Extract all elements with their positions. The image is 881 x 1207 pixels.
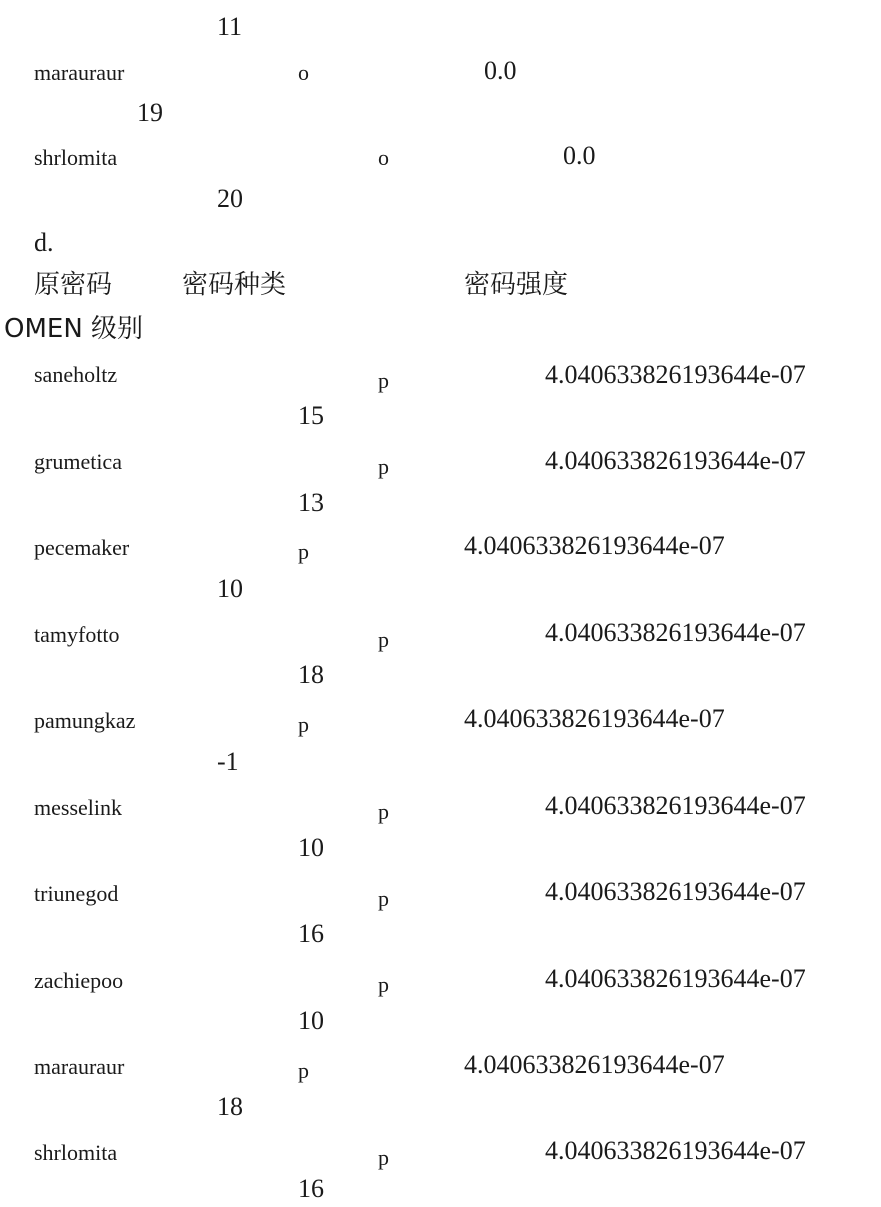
table-cell-password: pecemaker	[34, 535, 130, 560]
table-cell-level: 11	[217, 12, 243, 41]
table-cell-strength: 4.040633826193644e-07	[464, 531, 725, 560]
table-cell-level: -1	[217, 747, 239, 776]
table-cell-password: shrlomita	[34, 1140, 118, 1165]
table-cell-password: zachiepoo	[34, 968, 124, 993]
table-cell-strength: 4.040633826193644e-07	[464, 704, 725, 733]
table-cell-password: messelink	[34, 795, 122, 820]
table-cell-type: p	[378, 368, 389, 393]
table-cell-type: p	[298, 712, 309, 737]
table-cell-level: 20	[217, 184, 243, 213]
table-cell-password: marauraur	[34, 1054, 125, 1079]
table-cell-level: 19	[137, 98, 163, 127]
table-cell-strength: 4.040633826193644e-07	[545, 791, 806, 820]
table-cell-type: p	[378, 799, 389, 824]
table-cell-level: 10	[217, 574, 243, 603]
table-cell-password: tamyfotto	[34, 622, 120, 647]
table-cell-level: 16	[298, 1174, 324, 1203]
table-cell-strength: 4.040633826193644e-07	[545, 964, 806, 993]
header-strength: 密码强度	[464, 270, 569, 300]
table-cell-strength: 4.040633826193644e-07	[545, 1136, 806, 1165]
table-cell-strength: 4.040633826193644e-07	[464, 1050, 725, 1079]
table-cell-level: 16	[298, 919, 324, 948]
table-cell-level: 15	[298, 401, 324, 430]
table-cell-strength: 4.040633826193644e-07	[545, 877, 806, 906]
table-cell-level: 10	[298, 1006, 324, 1035]
table-cell-type: p	[378, 886, 389, 911]
header-level: OMEN 级别	[4, 314, 144, 344]
table-cell-type: p	[298, 539, 309, 564]
header-type: 密码种类	[182, 270, 287, 300]
table-cell-password: grumetica	[34, 449, 122, 474]
table-cell-password: marauraur	[34, 60, 125, 85]
table-cell-password: saneholtz	[34, 362, 118, 387]
table-cell-strength: 4.040633826193644e-07	[545, 446, 806, 475]
table-cell-level: 10	[298, 833, 324, 862]
table-cell-type: p	[298, 1058, 309, 1083]
table-cell-password: pamungkaz	[34, 708, 136, 733]
table-cell-type: p	[378, 454, 389, 479]
table-cell-strength: 0.0	[563, 141, 596, 170]
table-cell-type: p	[378, 1145, 389, 1170]
header-password: 原密码	[34, 270, 113, 300]
section-label: d.	[34, 228, 54, 257]
table-cell-password: triunegod	[34, 881, 119, 906]
table-cell-type: o	[298, 60, 309, 85]
table-cell-type: o	[378, 145, 389, 170]
table-cell-type: p	[378, 972, 389, 997]
table-cell-level: 13	[298, 488, 324, 517]
table-cell-level: 18	[298, 660, 324, 689]
table-cell-strength: 4.040633826193644e-07	[545, 618, 806, 647]
table-cell-strength: 0.0	[484, 56, 517, 85]
table-cell-password: shrlomita	[34, 145, 118, 170]
table-cell-level: 18	[217, 1092, 243, 1121]
table-cell-type: p	[378, 627, 389, 652]
table-cell-strength: 4.040633826193644e-07	[545, 360, 806, 389]
